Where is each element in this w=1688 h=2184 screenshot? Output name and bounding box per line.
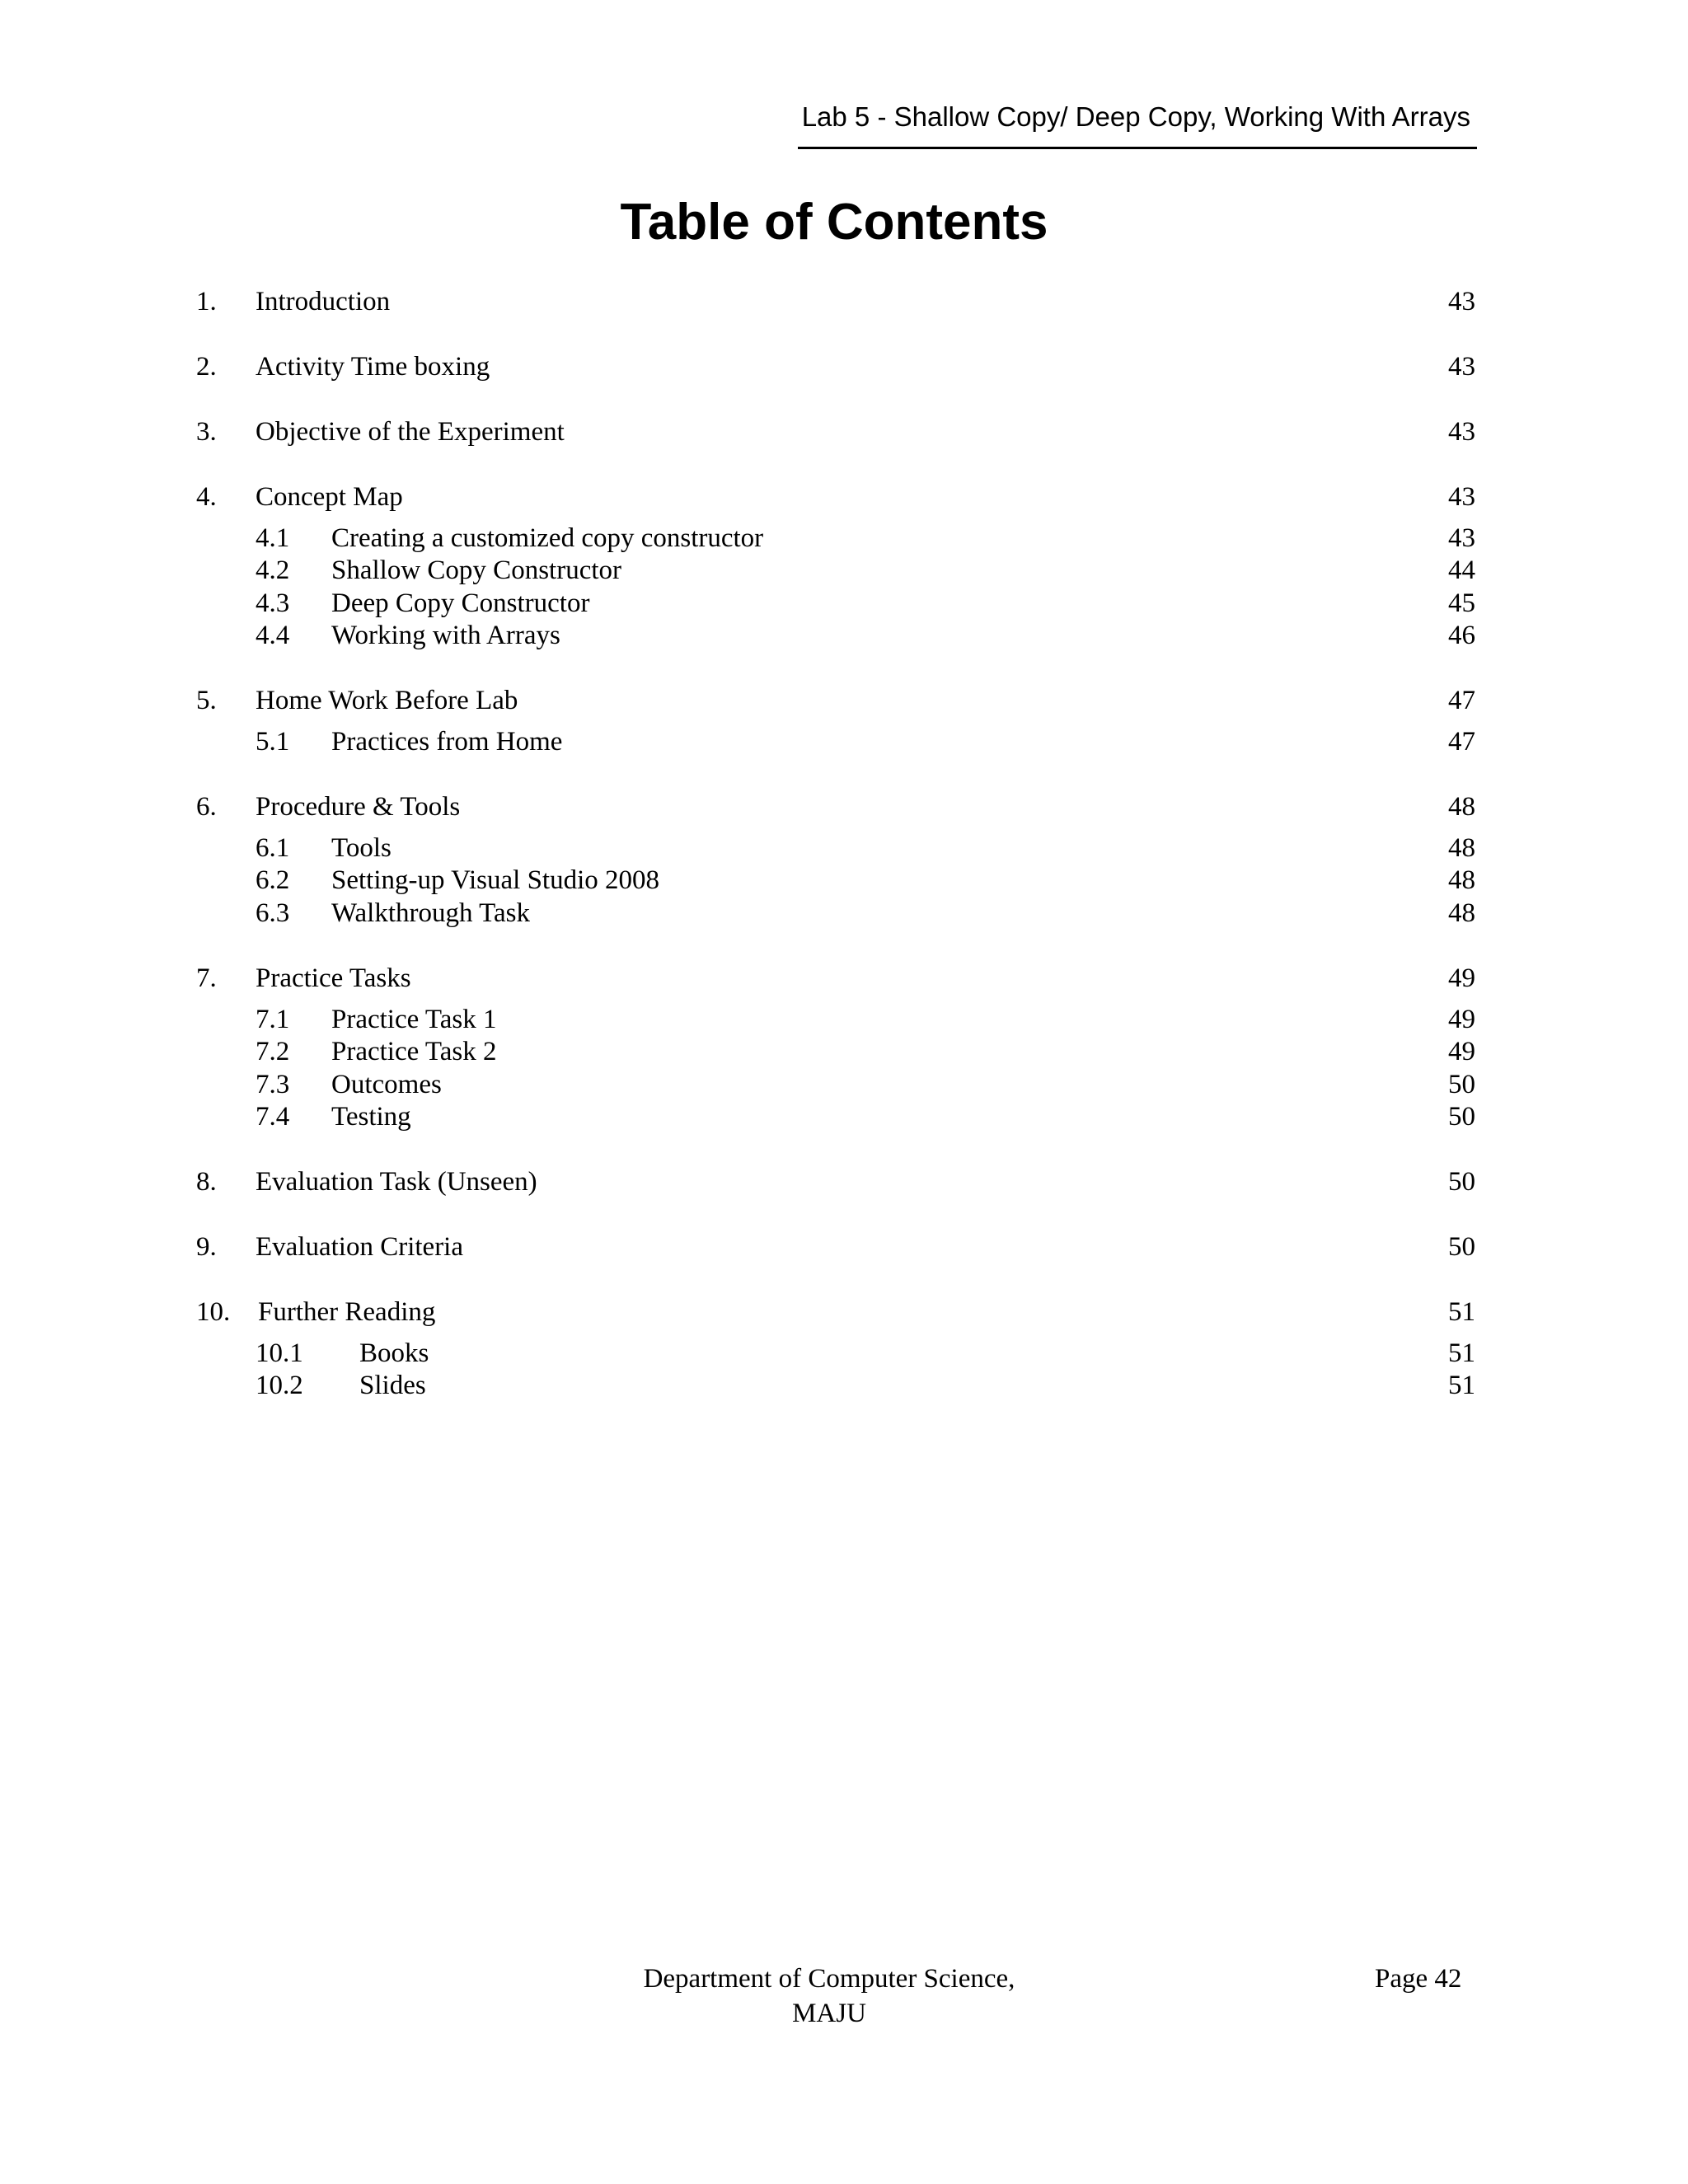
toc-entry-label: Practice Task 1 bbox=[331, 1005, 497, 1034]
toc-entry[interactable] bbox=[0, 1229, 1688, 1265]
toc-subentry[interactable] bbox=[0, 724, 1688, 760]
toc-entry[interactable] bbox=[0, 479, 1688, 515]
toc-subentry[interactable] bbox=[0, 617, 1688, 654]
toc-entry-label: Activity Time boxing bbox=[256, 352, 490, 382]
toc-entry-label: Practice Tasks bbox=[256, 963, 411, 993]
toc-entry-page: 49 bbox=[1448, 1037, 1475, 1066]
toc-title: Table of Contents bbox=[620, 194, 1048, 251]
toc-entry-page: 43 bbox=[1448, 417, 1475, 447]
toc-entry-number: 4.4 bbox=[256, 621, 290, 650]
toc-entry-label: Evaluation Task (Unseen) bbox=[256, 1167, 537, 1197]
toc-entry-number: 6.1 bbox=[256, 833, 290, 863]
toc-entry-number: 7.1 bbox=[256, 1005, 290, 1034]
toc-entry-label: Testing bbox=[331, 1102, 411, 1132]
toc-entry-number: 5. bbox=[196, 686, 217, 715]
toc-entry-page: 44 bbox=[1448, 555, 1475, 585]
toc-entry-page: 50 bbox=[1448, 1167, 1475, 1197]
toc-entry-number: 4. bbox=[196, 482, 217, 512]
toc-subentry[interactable] bbox=[0, 1033, 1688, 1070]
header-title: Lab 5 - Shallow Copy/ Deep Copy, Working With Arrays bbox=[801, 101, 1470, 132]
toc-entry-label: Shallow Copy Constructor bbox=[331, 555, 621, 585]
toc-entry-page: 49 bbox=[1448, 963, 1475, 993]
toc-subentry[interactable] bbox=[0, 585, 1688, 621]
toc-entry-page: 50 bbox=[1448, 1232, 1475, 1262]
toc-entry-page: 47 bbox=[1448, 686, 1475, 715]
toc-entry-label: Home Work Before Lab bbox=[256, 686, 518, 715]
toc-entry-label: Introduction bbox=[256, 287, 391, 316]
toc-entry-page: 51 bbox=[1448, 1297, 1475, 1327]
toc-entry-number: 6.2 bbox=[256, 865, 290, 895]
toc-entry-page: 46 bbox=[1448, 621, 1475, 650]
toc-subentry[interactable] bbox=[0, 1066, 1688, 1103]
toc-entry-page: 48 bbox=[1448, 833, 1475, 863]
toc-subentry[interactable] bbox=[0, 895, 1688, 931]
toc-entry-number: 7. bbox=[196, 963, 217, 993]
toc-entry-number: 4.1 bbox=[256, 523, 290, 553]
footer-page-number: Page 42 bbox=[1375, 1964, 1462, 1994]
toc-entry-page: 50 bbox=[1448, 1070, 1475, 1099]
toc-subentry[interactable] bbox=[0, 1335, 1688, 1371]
toc-entry-label: Deep Copy Constructor bbox=[331, 588, 590, 618]
footer-institution-line: MAJU bbox=[792, 1999, 866, 2028]
toc-subentry[interactable] bbox=[0, 520, 1688, 556]
toc-entry[interactable] bbox=[0, 284, 1688, 320]
toc-entry-label: Evaluation Criteria bbox=[256, 1232, 463, 1262]
toc-entry[interactable] bbox=[0, 414, 1688, 450]
toc-entry-number: 1. bbox=[196, 287, 217, 316]
toc-entry-label: Tools bbox=[331, 833, 392, 863]
toc-entry-label: Setting-up Visual Studio 2008 bbox=[331, 865, 660, 895]
toc-entry-label: Slides bbox=[359, 1371, 426, 1400]
toc-entry-number: 6.3 bbox=[256, 898, 290, 928]
toc-entry-label: Outcomes bbox=[331, 1070, 442, 1099]
toc-entry-page: 48 bbox=[1448, 792, 1475, 822]
toc-subentry[interactable] bbox=[0, 552, 1688, 588]
toc-entry-label: Practices from Home bbox=[331, 727, 563, 757]
toc-entry-page: 51 bbox=[1448, 1338, 1475, 1368]
toc-entry-label: Objective of the Experiment bbox=[256, 417, 565, 447]
toc-subentry[interactable] bbox=[0, 830, 1688, 866]
toc-entry-page: 45 bbox=[1448, 588, 1475, 618]
toc-entry-label: Procedure & Tools bbox=[256, 792, 461, 822]
toc-entry-page: 43 bbox=[1448, 287, 1475, 316]
toc-entry-label: Creating a customized copy constructor bbox=[331, 523, 764, 553]
toc-entry[interactable] bbox=[0, 682, 1688, 719]
toc-entry-number: 6. bbox=[196, 792, 217, 822]
toc-entry-page: 50 bbox=[1448, 1102, 1475, 1132]
toc-subentry[interactable] bbox=[0, 862, 1688, 898]
toc-entry-page: 49 bbox=[1448, 1005, 1475, 1034]
toc-entry[interactable] bbox=[0, 349, 1688, 385]
toc-entry-page: 51 bbox=[1448, 1371, 1475, 1400]
toc-entry-page: 43 bbox=[1448, 482, 1475, 512]
toc-entry-number: 9. bbox=[196, 1232, 217, 1262]
toc-entry-number: 10.1 bbox=[256, 1338, 303, 1368]
toc-entry-number: 4.3 bbox=[256, 588, 290, 618]
toc-entry-number: 7.2 bbox=[256, 1037, 290, 1066]
toc-entry-label: Books bbox=[359, 1338, 429, 1368]
toc-subentry[interactable] bbox=[0, 1367, 1688, 1404]
toc-entry-number: 10.2 bbox=[256, 1371, 303, 1400]
toc-entry-number: 5.1 bbox=[256, 727, 290, 757]
toc-entry-page: 43 bbox=[1448, 352, 1475, 382]
toc-entry-number: 2. bbox=[196, 352, 217, 382]
toc-entry[interactable] bbox=[0, 960, 1688, 996]
toc-entry-number: 8. bbox=[196, 1167, 217, 1197]
footer-department-line: Department of Computer Science, bbox=[643, 1964, 1015, 1994]
toc-entry-number: 3. bbox=[196, 417, 217, 447]
toc-entry-label: Practice Task 2 bbox=[331, 1037, 497, 1066]
toc-subentry[interactable] bbox=[0, 1099, 1688, 1135]
toc-entry-label: Concept Map bbox=[256, 482, 403, 512]
toc-entry-label: Walkthrough Task bbox=[331, 898, 530, 928]
running-header bbox=[798, 97, 1477, 149]
toc-entry-page: 43 bbox=[1448, 523, 1475, 553]
toc-entry-page: 48 bbox=[1448, 898, 1475, 928]
toc-entry-number: 7.4 bbox=[256, 1102, 290, 1132]
toc-entry-label: Further Reading bbox=[258, 1297, 436, 1327]
toc-entry-label: Working with Arrays bbox=[331, 621, 560, 650]
toc-entry[interactable] bbox=[0, 789, 1688, 825]
toc-entry-page: 48 bbox=[1448, 865, 1475, 895]
toc-entry[interactable] bbox=[0, 1164, 1688, 1200]
toc-entry-number: 10. bbox=[196, 1297, 231, 1327]
toc-entry-page: 47 bbox=[1448, 727, 1475, 757]
toc-entry[interactable] bbox=[0, 1294, 1688, 1330]
toc-subentry[interactable] bbox=[0, 1001, 1688, 1038]
toc-entry-number: 7.3 bbox=[256, 1070, 290, 1099]
toc-entry-number: 4.2 bbox=[256, 555, 290, 585]
